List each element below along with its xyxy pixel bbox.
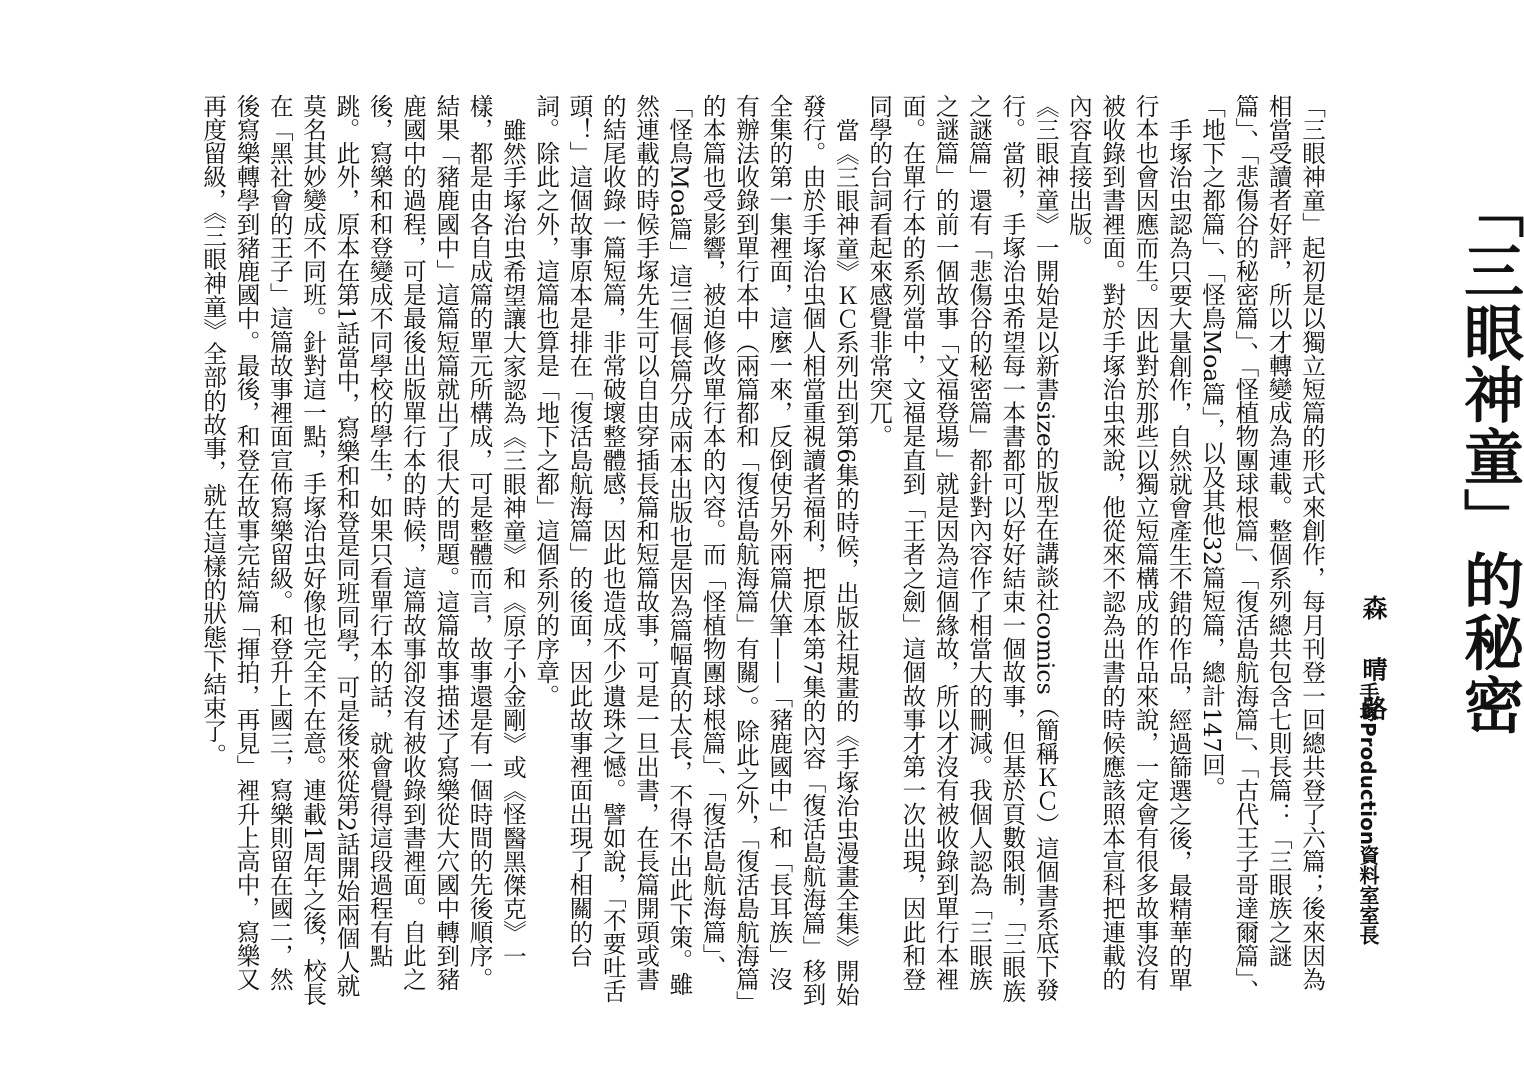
paragraph: 當《三眼神童》ＫＣ系列出到第6集的時候，出版社規畫的《手塚治虫漫畫全集》開始發行。由於手塚治虫個人相當重視讀者福利，把原本第7集的內容「復活島航海篇」移到全集的第一集裡面，這麼一來，反倒使另外兩篇伏筆——「豬鹿國中」和「長耳族」沒有辦法收錄到單行本中（兩篇都和「復活島航海篇」有關）。除此之外，「復活島航海篇」的本篇也受影響，被迫修改單行本的內容。而「怪植物團球根篇」、「復活島航海篇」、「怪鳥Moa篇」這三個長篇分成兩本出版也是因為篇幅真的太長，不得不出此下策。雖然連載的時候手塚先生可以自由穿插長篇和短篇故事，可是一旦出書，在長篇開頭或書的結尾收錄一篇短篇，非常破壞整體感，因此也造成不少遺珠之憾。譬如說，「不要吐舌頭！」這個故事原本是排在「復活島航海篇」的後面，因此故事裡面出現了相關的台詞。除此之外，這篇也算是「地下之都」這個系列的序章。 <box>532 94 860 1006</box>
article-body <box>199 94 1328 1014</box>
article-title: 「三眼神童」的秘密 <box>1454 178 1524 736</box>
paragraph: 雖然手塚治虫希望讓大家認為《三眼神童》和《原子小金剛》或《怪醫黑傑克》一樣，都是由各自成篇的單元所構成，可是整體而言，故事還是有一個時間的先後順序。結果「豬鹿國中」這篇短篇就出了很大的問題。這篇故事描述了寫樂從大穴國中轉到豬鹿國中的過程，可是最後出版單行本的時候，這篇故事卻沒有被收錄到書裡面。自此之後，寫樂和和登變成不同學校的學生，如果只看單行本的話，就會覺得這段過程有點跳。此外，原本在第1話當中，寫樂和和登是同班同學，可是後來從第2話開始兩個人就莫名其妙變成不同班。針對這一點，手塚治虫好像也完全不在意。連載1周年之後，校長在「黑社會的王子」這篇故事裡面宣佈寫樂留級。和登升上國三，寫樂則留在國二，然後寫樂轉學到豬鹿國中。最後，和登在故事完結篇「揮拍，再見」裡升上高中，寫樂又再度留級，《三眼神童》全部的故事，就在這樣的狀態下結束了。 <box>199 94 527 1006</box>
paragraph: 手塚治虫認為只要大量創作，自然就會產生不錯的作品，經過篩選之後，最精華的單行本也會因應而生。因此對於那些以獨立短篇構成的作品來說，一定會有很多故事沒有被收錄到書裡面。對於手塚治虫來說，他從來不認為出書的時候應該照本宣科把連載的內容直接出版。 <box>1064 94 1193 991</box>
paragraph: 「三眼神童」起初是以獨立短篇的形式來創作，每月刊登一回總共登了六篇；後來因為相當受讀者好評，所以才轉變成為連載。整個系列總共包含七則長篇：「三眼族之謎篇」、「悲傷谷的秘密篇」、「怪植物團球根篇」、「復活島航海篇」、「古代王子哥達爾篇」、「地下之都篇」、「怪鳥Moa篇」，以及其他32篇短篇，總計147回。 <box>1198 94 1326 1003</box>
paragraph: 《三眼神童》一開始是以新書size的版型在講談社comics（簡稱ＫＣ）這個書系底下發行。當初，手塚治虫希望每一本書都可以好好結束一個故事，但基於頁數限制，「三眼族之謎篇」還有「悲傷谷的秘密篇」都針對內容作了相當大的刪減。我個人認為「三眼族之謎篇」的前一個故事「文福登場」就是因為這個緣故，所以才沒有被收錄到單行本裡面。在單行本的系列當中，文福是直到「王者之劍」這個故事才第一次出現，因此和登同學的台詞看起來感覺非常突兀。 <box>865 94 1060 1003</box>
author-position: 手塚Production資料室室長 <box>1356 682 1380 946</box>
author-name: 森 晴路 <box>1359 595 1388 735</box>
